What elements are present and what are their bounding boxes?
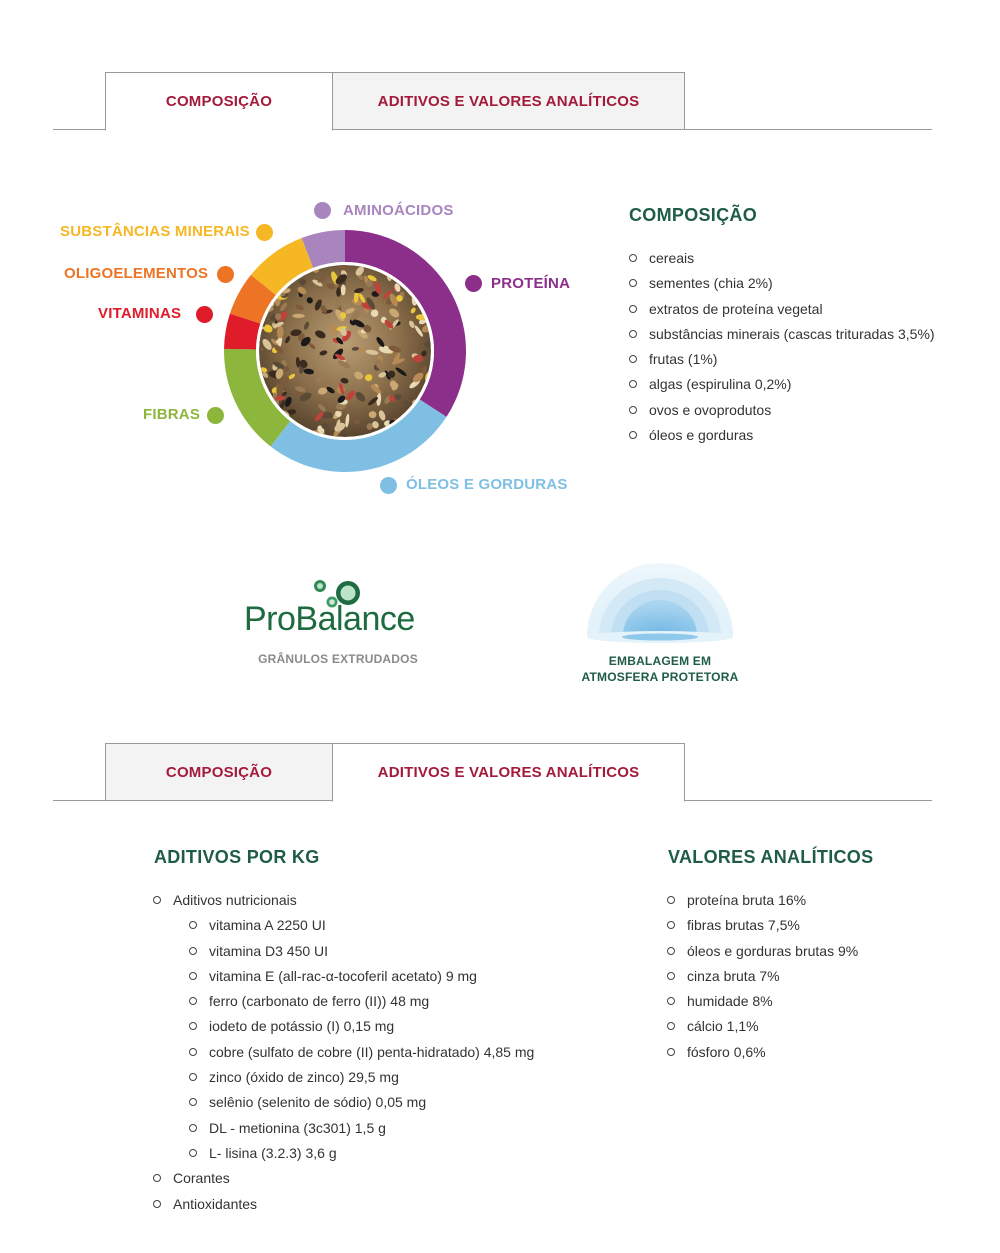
list-item: [629, 249, 935, 274]
legend-dot-fiber: [207, 407, 224, 424]
list-item: [153, 942, 534, 967]
list-item: [629, 300, 935, 325]
analytical-list: [667, 891, 858, 1068]
list-item: [153, 1093, 534, 1118]
probalance-caption: GRÂNULOS EXTRUDADOS: [258, 652, 418, 666]
list-item-text: ferro (carbonato de ferro (II)) 48 mg: [209, 993, 430, 1010]
tab-additives[interactable]: ADITIVOS E VALORES ANALÍTICOS: [332, 72, 685, 130]
list-item: [153, 916, 534, 941]
probalance-logo: ProBalance: [244, 600, 415, 638]
tabs-bottom: [0, 743, 1000, 803]
list-item-text: selênio (selenito de sódio) 0,05 mg: [209, 1094, 427, 1111]
list-item-text: humidade 8%: [687, 993, 773, 1010]
legend-dot-aminoacids: [314, 202, 331, 219]
list-item: [153, 1119, 534, 1144]
legend-label-protein: PROTEÍNA: [491, 275, 571, 292]
list-item-text: óleos e gorduras brutas 9%: [687, 942, 859, 959]
tab-additives[interactable]: ADITIVOS E VALORES ANALÍTICOS: [332, 743, 685, 802]
list-item: [153, 992, 534, 1017]
composition-donut: [195, 201, 495, 501]
legend-label-fiber: FIBRAS: [143, 406, 201, 423]
list-item-text: vitamina A 2250 UI: [209, 917, 326, 934]
list-item-text: vitamina D3 450 UI: [209, 942, 329, 959]
list-item: [153, 967, 534, 992]
list-item: [667, 1043, 858, 1068]
tab-composition[interactable]: COMPOSIÇÃO: [105, 72, 333, 131]
legend-label-oils: ÓLEOS E GORDURAS: [406, 476, 568, 493]
list-item: [153, 1169, 534, 1194]
list-item-text: Antioxidantes: [173, 1195, 258, 1212]
legend-label-trace-elements: OLIGOELEMENTOS: [64, 265, 209, 282]
list-item-text: substâncias minerais (cascas trituradas 3,5%): [649, 325, 935, 342]
list-item: [629, 350, 935, 375]
protective-atmosphere-icon: [585, 558, 735, 648]
list-item-text: frutas (1%): [649, 351, 718, 368]
list-item-text: algas (espirulina 0,2%): [649, 376, 792, 393]
list-item-text: DL - metionina (3c301) 1,5 g: [209, 1119, 386, 1136]
atmosphere-caption-line2: ATMOSFERA PROTETORA: [581, 670, 739, 684]
list-item-text: L- lisina (3.2.3) 3,6 g: [209, 1144, 337, 1161]
list-item-text: cálcio 1,1%: [687, 1018, 759, 1035]
composition-title: COMPOSIÇÃO: [629, 205, 758, 225]
probalance-badge: [238, 572, 438, 672]
list-item: [667, 1017, 858, 1042]
list-item-text: fósforo 0,6%: [687, 1043, 766, 1060]
legend-dot-vitamins: [196, 306, 213, 323]
tabs-top: [0, 72, 1000, 132]
list-item: [153, 1068, 534, 1093]
list-item-text: cinza bruta 7%: [687, 967, 780, 984]
list-item: [153, 1195, 534, 1220]
list-item-text: zinco (óxido de zinco) 29,5 mg: [209, 1069, 399, 1086]
list-item: [667, 967, 858, 992]
list-item-text: fibras brutas 7,5%: [687, 917, 800, 934]
legend-dot-minerals: [256, 224, 273, 241]
list-item-text: cobre (sulfato de cobre (II) penta-hidratado) 4,85 mg: [209, 1043, 535, 1060]
additives-title: ADITIVOS POR KG: [154, 847, 320, 867]
analytical-title: VALORES ANALÍTICOS: [668, 847, 874, 867]
list-item: [629, 375, 935, 400]
list-item: [629, 401, 935, 426]
list-item: [667, 992, 858, 1017]
list-item-text: óleos e gorduras: [649, 427, 754, 444]
additives-list: [153, 891, 534, 1220]
list-item: [153, 1144, 534, 1169]
list-item-text: cereais: [649, 250, 695, 266]
list-item-text: vitamina E (all-rac-α-tocoferil acetato) 9 mg: [209, 967, 477, 984]
list-item-text: sementes (chia 2%): [649, 275, 773, 292]
list-item: [153, 1043, 534, 1068]
list-item-text: ovos e ovoprodutos: [649, 401, 772, 418]
list-item: [153, 891, 534, 916]
list-item: [153, 1017, 534, 1042]
tab-composition[interactable]: COMPOSIÇÃO: [105, 743, 333, 801]
nutritional-sublist-wrapper: [153, 916, 534, 1169]
list-item: [667, 916, 858, 941]
legend-label-aminoacids: AMINOÁCIDOS: [343, 202, 454, 219]
legend-dot-protein: [465, 275, 482, 292]
composition-list: [629, 249, 935, 451]
atmosphere-caption-line1: EMBALAGEM EM: [608, 654, 712, 668]
nutritional-additives-label: Aditivos nutricionais: [173, 892, 297, 908]
list-item-text: iodeto de potássio (I) 0,15 mg: [209, 1018, 395, 1035]
nutritional-sublist: [153, 916, 534, 1169]
list-item-text: proteína bruta 16%: [687, 892, 807, 908]
legend-label-minerals: SUBSTÂNCIAS MINERAIS: [60, 223, 250, 240]
legend-label-vitamins: VITAMINAS: [98, 305, 182, 322]
atmosphere-badge: [575, 558, 745, 688]
list-item-text: extratos de proteína vegetal: [649, 300, 823, 317]
list-item-text: Corantes: [173, 1170, 230, 1187]
legend-dot-trace-elements: [217, 266, 234, 283]
list-item: [629, 426, 935, 451]
legend-dot-oils: [380, 477, 397, 494]
list-item: [667, 942, 858, 967]
list-item: [667, 891, 858, 916]
list-item: [629, 325, 935, 350]
list-item: [629, 274, 935, 299]
